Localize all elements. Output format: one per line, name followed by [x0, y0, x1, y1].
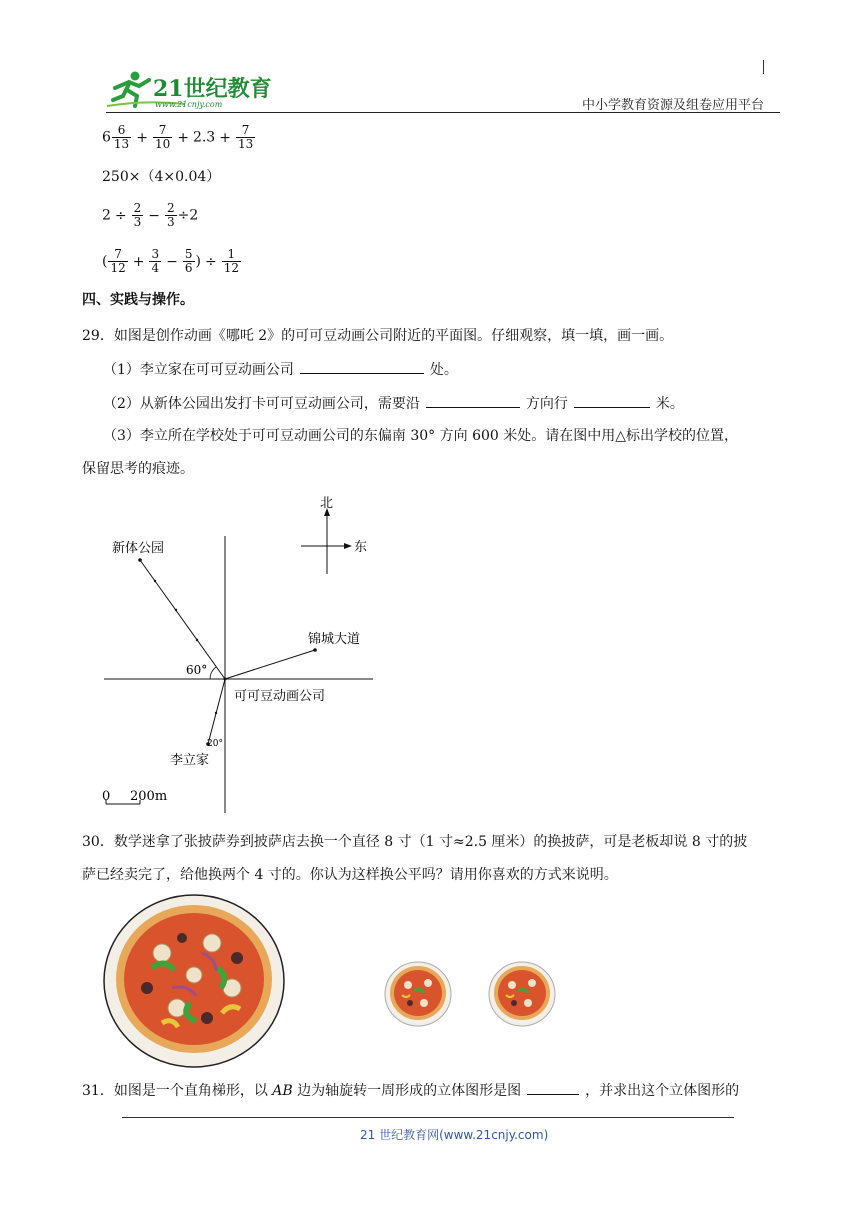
east-label: 东 — [354, 540, 368, 555]
company-label: 可可豆动画公司 — [234, 689, 326, 704]
answer-blank[interactable] — [300, 359, 424, 374]
compass — [301, 496, 367, 574]
answer-blank[interactable] — [426, 393, 520, 408]
fraction: $\frac{5}{6}$ — [184, 247, 193, 275]
fraction: $\frac{3}{4}$ — [151, 247, 160, 275]
logo — [105, 70, 280, 110]
fraction: $\frac{2}{3}$ — [167, 201, 175, 229]
angle-20-label: 20° — [207, 739, 223, 749]
park-label: 新体公园 — [112, 541, 165, 556]
section-heading: 四、实践与操作。 — [82, 292, 194, 308]
pizza-large-image — [102, 893, 286, 1069]
q30-line1: 30．数学迷拿了张披萨券到披萨店去换一个直径 8 寸（1 寸≈2.5 厘米）的换披萨，可是老板却说 8 寸的披 — [82, 834, 748, 850]
operator: + — [219, 129, 231, 146]
operator: + — [136, 129, 148, 146]
logo-url: www.21cnjy.com — [155, 100, 223, 109]
expr-1 — [102, 124, 256, 151]
fraction: $\frac{7}{13}$ — [237, 123, 254, 151]
header-tick — [763, 60, 764, 74]
decimal: 2.3 — [192, 129, 216, 146]
pizza-small-image-2 — [488, 961, 556, 1027]
home-label: 李立家 — [170, 753, 210, 768]
operator: + — [177, 129, 189, 146]
q29-part1: （1）李立家在可可豆动画公司 处。 — [103, 359, 458, 379]
scale-value: 200m — [130, 789, 168, 804]
footer-text: 21 世纪教育网(www.21cnjy.com) — [360, 1128, 549, 1142]
logo-text: 21世纪教育 — [153, 76, 272, 102]
pizza-small-image-1 — [384, 961, 452, 1027]
q29-part3-line1: （3）李立所在学校处于可可豆动画公司的东偏南 30° 方向 600 米处。请在图中用△标出学校的位置， — [103, 428, 739, 444]
platform-name: 中小学教育资源及组卷应用平台 — [582, 98, 765, 113]
park-ray — [140, 560, 225, 679]
q29-stem: 29．如图是创作动画《哪吒 2》的可可豆动画公司附近的平面图。仔细观察，填一填，画一画。 — [82, 328, 674, 344]
north-label: 北 — [320, 496, 334, 511]
avenue-ray — [225, 650, 315, 679]
fraction: $\frac{7}{12}$ — [110, 247, 126, 275]
expr-4: ( $\frac{7}{12}$ + $\frac{3}{4}$ − $\frac{5}{6}$ ) ÷ $\frac{1}{12}$ — [102, 247, 239, 275]
q30-line2: 萨已经卖完了，给他换两个 4 寸的。你认为这样换公平吗？请用你喜欢的方式来说明。 — [82, 867, 618, 883]
fraction: $\frac{7}{10}$ — [154, 123, 171, 151]
angle-60-label: 60° — [186, 663, 208, 677]
fraction: $\frac{2}{3}$ — [133, 201, 142, 229]
expr-3: 2 ÷ $\frac{2}{3}$ − $\frac{2}{3}$ ÷2 — [102, 201, 199, 229]
fraction: $\frac{1}{12}$ — [223, 247, 239, 275]
fraction: $\frac{6}{13}$ — [113, 123, 130, 151]
q29-part2: （2）从新体公园出发打卡可可豆动画公司，需要沿 方向行 米。 — [103, 393, 684, 413]
answer-blank[interactable] — [574, 393, 650, 408]
scale-zero: 0 — [102, 789, 111, 804]
header-rule — [106, 112, 780, 113]
home-ray — [208, 679, 225, 744]
segment-ab: AB — [272, 1083, 293, 1099]
location-map[interactable] — [100, 488, 390, 818]
expr-2: 250×（4×0.04） — [102, 169, 221, 185]
footer-rule — [122, 1117, 734, 1118]
q29-part3-line2: 保留思考的痕迹。 — [82, 461, 194, 477]
scale-bar — [102, 789, 167, 804]
q31-line: 31．如图是一个直角梯形，以 AB 边为轴旋转一周形成的立体图形是图 ，并求出这个立体图形的 — [82, 1080, 739, 1100]
answer-blank[interactable] — [527, 1080, 579, 1095]
avenue-label: 锦城大道 — [308, 632, 361, 647]
whole-number: 6 — [102, 129, 111, 146]
